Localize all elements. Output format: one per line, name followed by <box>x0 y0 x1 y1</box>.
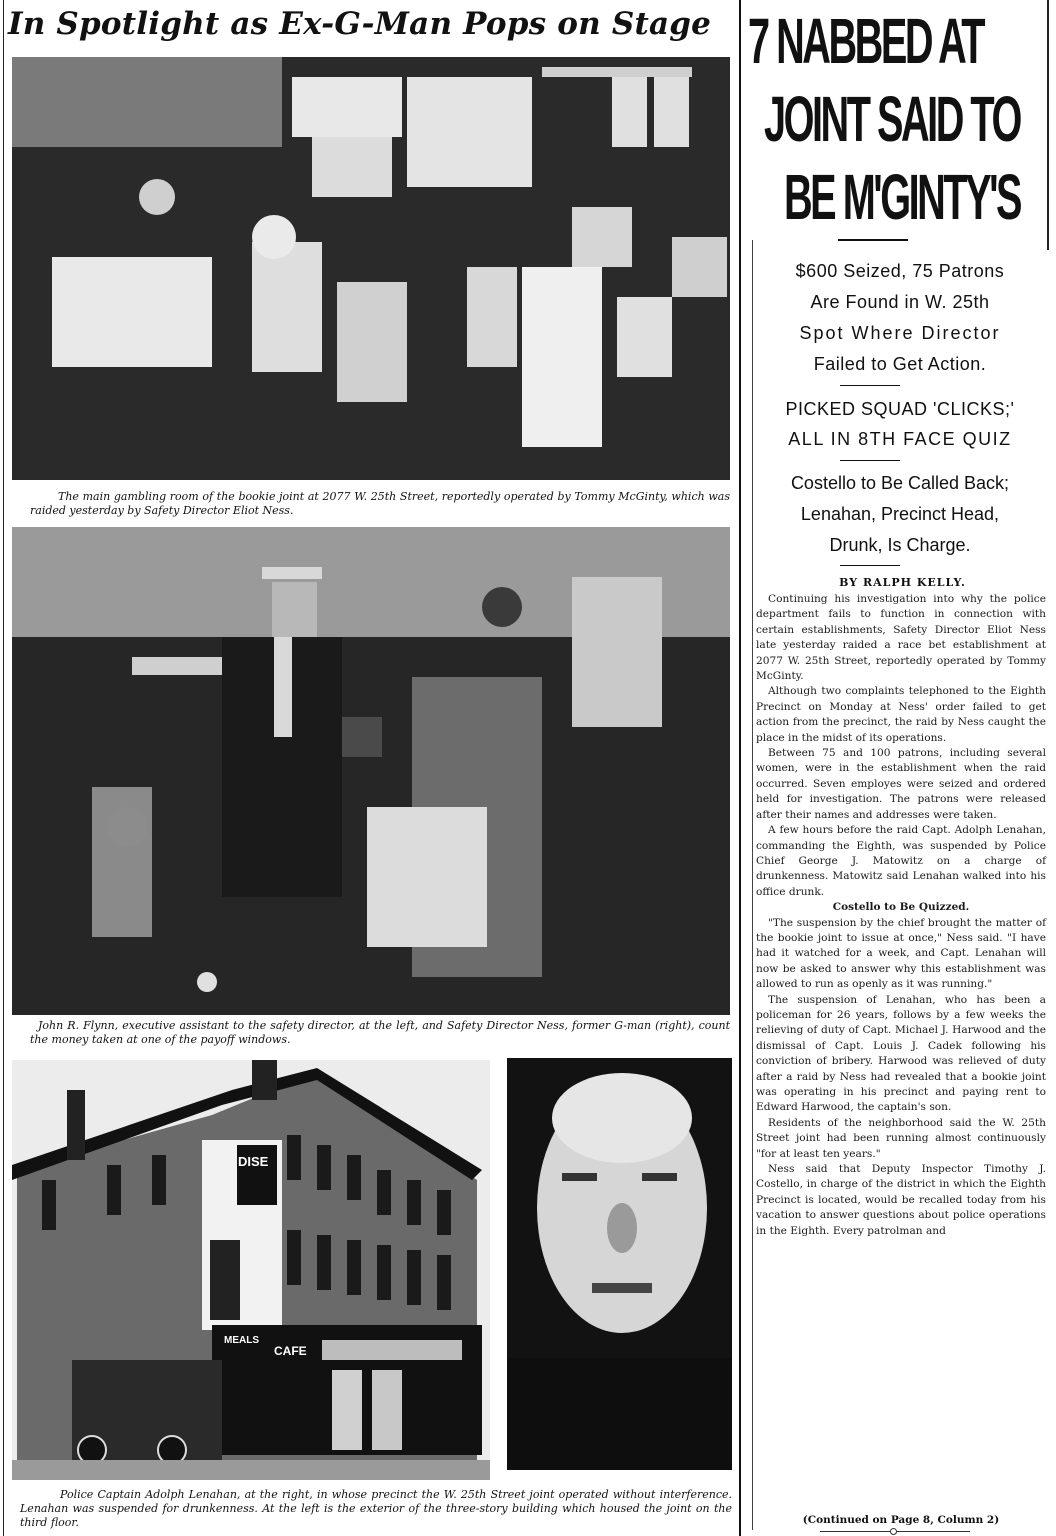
deck-2-line: ALL IN 8TH FACE QUIZ <box>788 429 1012 449</box>
photo-gambling-room <box>12 57 730 480</box>
photo-counting-money <box>12 527 730 1015</box>
paragraph: Continuing his investigation into why the police department fails to function in connection with certain establishments, Safety Director Eliot Ness late yesterday raided a race bet establishment at 2077 W. 25th Street, reportedly operated by Tommy McGinty. <box>756 593 1046 683</box>
photo-lenahan-portrait <box>507 1058 732 1470</box>
divider-1 <box>838 239 908 241</box>
paragraph: The suspension of Lenahan, who has been a policeman for 26 years, follows by a few weeks the relieving of duty of Capt. Michael J. Harwood and the dismissal of Capt. Louis J. Cadek following his conviction of bribery. Harwood was relieved of duty after a raid by Ness had revealed that a bookie joint was operating in his precinct and paying rent to Edward Harwood, the captain's son. <box>756 993 1046 1114</box>
deck-3-line: Lenahan, Precinct Head, <box>800 504 1000 524</box>
photo-building-exterior <box>12 1060 490 1480</box>
deck-1-line: Are Found in W. 25th <box>810 292 990 312</box>
end-mark <box>820 1531 970 1532</box>
jump-line: (Continued on Page 8, Column 2) <box>802 1514 1000 1526</box>
divider-3 <box>840 460 900 461</box>
deck-1-line: Failed to Get Action. <box>813 354 987 374</box>
paragraph: Between 75 and 100 patrons, including several women, were in the establishment when the raid occurred. Seven employes were seized and ordered held for investigation. The patrons were released after their names and addresses were taken. <box>756 747 1046 821</box>
paragraph: Ness said that Deputy Inspector Timothy J. Costello, in charge of the district in which the Eighth Precinct is located, would be recalled today from his vacation to answer questions about police operations in the Eighth. Every patrolman and <box>756 1163 1046 1237</box>
divider-4 <box>840 565 900 566</box>
banner-line-3: BE M'GINTY'S <box>784 161 1021 233</box>
caption-counting-money: John R. Flynn, executive assistant to the safety director, at the left, and Safety Director Ness, former G-man (right), count the money taken at one of the payoff windows. <box>30 1019 730 1046</box>
caption-gambling-room: The main gambling room of the bookie joint at 2077 W. 25th Street, reportedly operated by Tommy McGinty, which was raided yesterday by Safety Director Eliot Ness. <box>30 490 730 517</box>
deck-3-line: Drunk, Is Charge. <box>829 535 971 555</box>
article-body <box>756 592 1046 1239</box>
deck-1 <box>752 256 1048 380</box>
banner-line-2: JOINT SAID TO <box>764 83 1020 155</box>
paragraph: Residents of the neighborhood said the W. 25th Street joint had been running almost continuously "for at least ten years." <box>756 1116 1046 1160</box>
deck-2-line: PICKED SQUAD 'CLICKS;' <box>785 399 1015 419</box>
column-rule-right <box>1047 0 1049 250</box>
subhead: Costello to Be Quizzed. <box>832 901 970 914</box>
column-rule-left <box>3 0 4 1536</box>
column-rule-center <box>739 0 741 1536</box>
deck-3-line: Costello to Be Called Back; <box>790 473 1010 493</box>
sign-dise: DISE <box>238 1154 269 1169</box>
paragraph: "The suspension by the chief brought the matter of the bookie joint to issue at once," Ness said. "I have had it watched for a week, and Capt. Lenahan will now be asked to answer why this establishment was allowed to run as openly as it was running." <box>756 916 1046 991</box>
sign-meals: MEALS <box>224 1335 259 1346</box>
paragraph: A few hours before the raid Capt. Adolph Lenahan, commanding the Eighth, was suspended by Police Chief George J. Matowitz on a charge of drunkenness. Matowitz said Lenahan walked into his office drunk. <box>756 824 1046 898</box>
deck-2 <box>752 394 1048 454</box>
deck-3 <box>752 468 1048 561</box>
sign-cafe: CAFE <box>274 1344 307 1358</box>
divider-2 <box>840 385 900 386</box>
photo-headline: In Spotlight as Ex-G-Man Pops on Stage <box>8 6 712 42</box>
banner-headline <box>746 2 1046 236</box>
deck-1-line: $600 Seized, 75 Patrons <box>795 261 1005 281</box>
banner-line-1: 7 NABBED AT <box>748 5 984 77</box>
byline: BY RALPH KELLY. <box>839 576 966 589</box>
paragraph: Although two complaints telephoned to the Eighth Precinct on Monday at Ness' order failed to get action from the precinct, the raid by Ness caught the place in the midst of its operations. <box>756 685 1046 744</box>
deck-1-line: Spot Where Director <box>799 323 1001 343</box>
caption-building-and-portrait: Police Captain Adolph Lenahan, at the right, in whose precinct the W. 25th Street joint operated without interference. Lenahan was suspended for drunkenness. At the left is the exterior of the three-story building which housed the joint on the third floor. <box>20 1488 732 1529</box>
